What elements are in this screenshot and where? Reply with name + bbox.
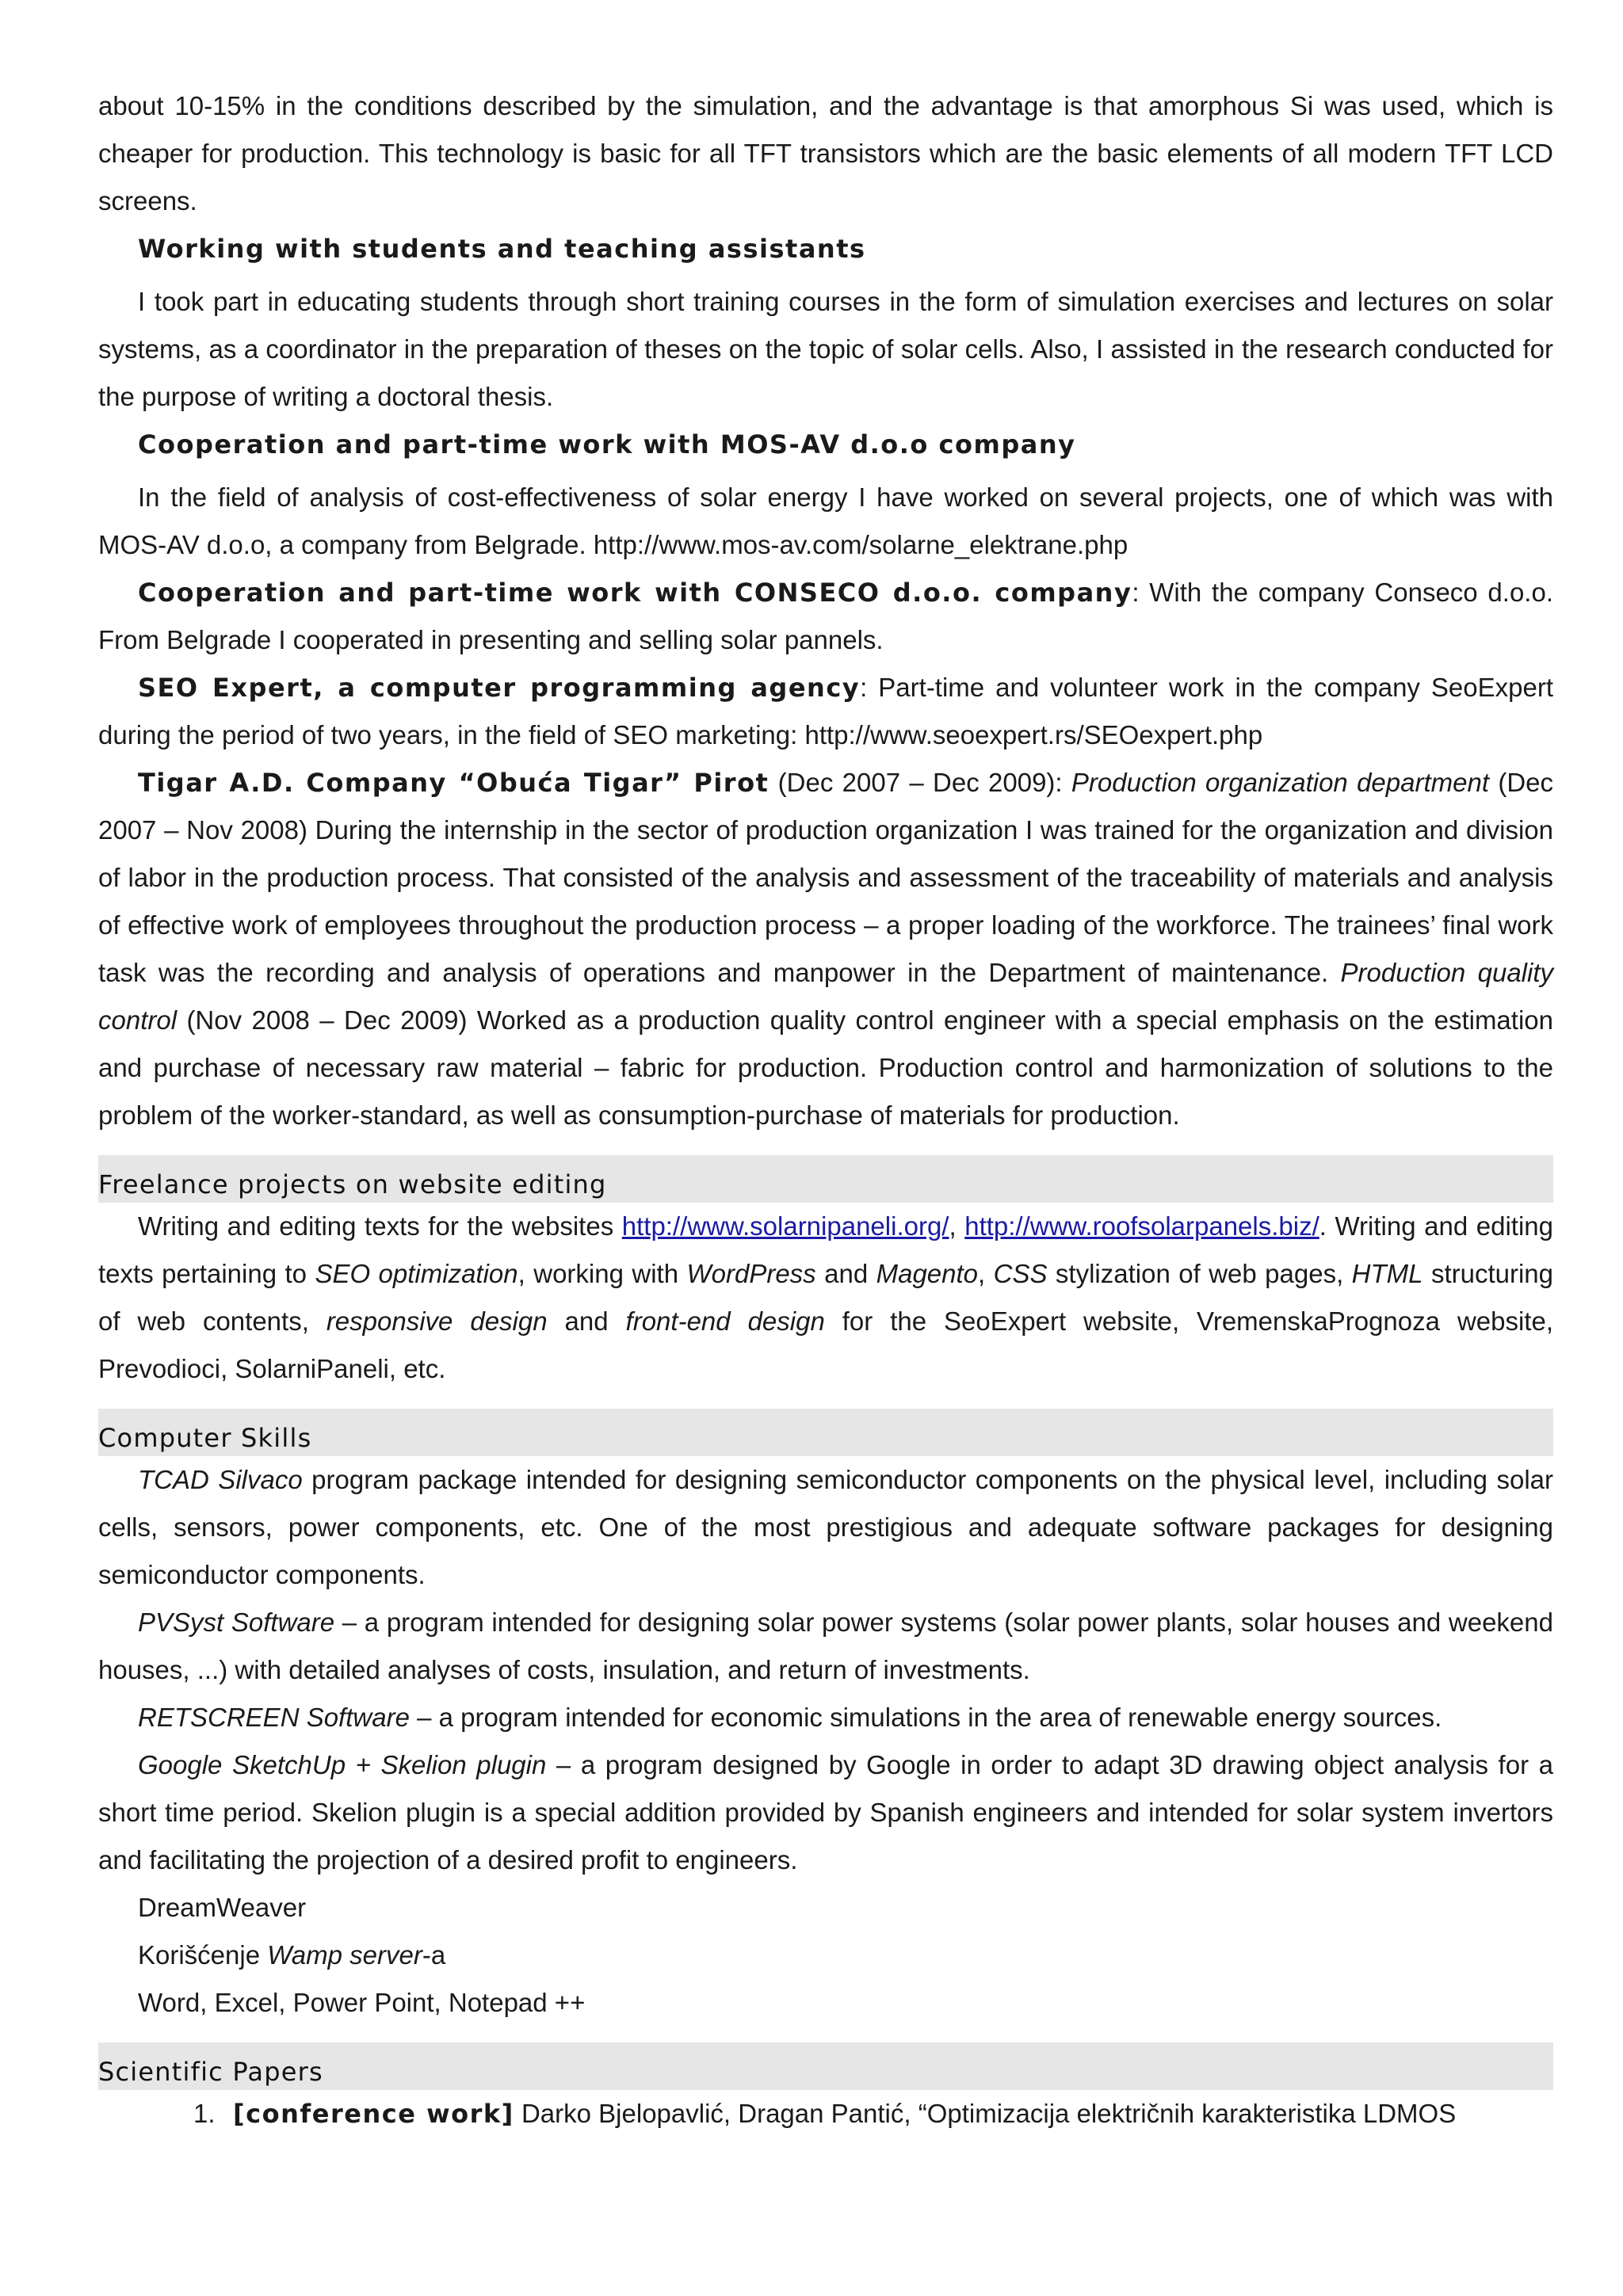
- paper-text: Darko Bjelopavlić, Dragan Pantić, “Optimizacija električnih karakteristika LDMOS: [514, 2099, 1457, 2128]
- skill-tcad: [98, 1456, 1553, 1599]
- freelance-text: structuring of web contents,: [98, 1259, 1553, 1336]
- tigar-text-quality: (Nov 2008 – Dec 2009) Worked as a production quality control engineer with a special emphasis on the estimation and purchase of necessary raw material – fabric for production. Production control and harmonization of solutions to the problem of the worker-standard, as well as consumption-purchase of materials for production.: [98, 1005, 1553, 1130]
- freelance-term: WordPress: [686, 1259, 816, 1288]
- skill-wamp-name: Wamp server: [267, 1940, 422, 1970]
- freelance-paragraph: [98, 1203, 1553, 1393]
- link-solarnipaneli[interactable]: http://www.solarnipaneli.org/: [621, 1211, 949, 1241]
- link-roofsolarpanels[interactable]: http://www.roofsolarpanels.biz/: [964, 1211, 1319, 1241]
- freelance-text: and: [547, 1306, 626, 1336]
- section-computer-skills: Computer Skills: [98, 1409, 1553, 1456]
- freelance-text: stylization of web pages,: [1047, 1259, 1352, 1288]
- freelance-text: Writing and editing texts for the websites: [138, 1211, 622, 1241]
- seo-text: : Part-time and volunteer work in the company SeoExpert during the period of two years, in the field of SEO marketing: http://www.seoexpert.rs/SEOexpert.php: [98, 673, 1553, 749]
- skill-sketchup: [98, 1741, 1553, 1884]
- freelance-term: responsive design: [326, 1306, 548, 1336]
- tigar-dept-quality: Production quality control: [98, 958, 1553, 1035]
- skill-pvsyst-text: – a program intended for designing solar power systems (solar power plants, solar houses and weekend houses, ...) with detailed analyses of costs, insulation, and return of investments.: [98, 1608, 1553, 1684]
- freelance-term: Magento: [876, 1259, 979, 1288]
- skill-pvsyst-name: PVSyst Software: [138, 1608, 335, 1637]
- tigar-heading: Tigar A.D. Company “Obuća Tigar” Pirot: [138, 768, 769, 798]
- skill-pvsyst: [98, 1599, 1553, 1694]
- freelance-term: CSS: [993, 1259, 1048, 1288]
- tigar-dept-organization: Production organization department: [1071, 768, 1490, 797]
- skill-tcad-text: program package intended for designing semiconductor components on the physical level, including solar cells, sensors, power components, etc. One of the most prestigious and adequate software packages for designing semiconductor components.: [98, 1465, 1553, 1589]
- seo-paragraph: [98, 664, 1553, 759]
- conseco-text: : With the company Conseco d.o.o. From Belgrade I cooperated in presenting and selling solar pannels.: [98, 578, 1553, 654]
- mosav-paragraph: In the field of analysis of cost-effectiveness of solar energy I have worked on several projects, one of which was with MOS-AV d.o.o, a company from Belgrade. http://www.mos-av.com/solarne_elektrane.php: [98, 482, 1553, 559]
- freelance-term: HTML: [1351, 1259, 1423, 1288]
- freelance-text: , working with: [517, 1259, 687, 1288]
- skill-dreamweaver: DreamWeaver: [138, 1893, 307, 1922]
- mosav-heading-text: Cooperation and part-time work with MOS-AV d.o.o company: [138, 429, 1076, 460]
- tigar-paragraph: [98, 759, 1553, 1139]
- section-freelance: Freelance projects on website editing: [98, 1155, 1553, 1203]
- skill-office: Word, Excel, Power Point, Notepad ++: [138, 1988, 586, 2017]
- freelance-text: ,: [978, 1259, 994, 1288]
- tigar-dates: (Dec 2007 – Dec 2009):: [769, 768, 1071, 797]
- seo-heading: SEO Expert, a computer programming agency: [138, 673, 861, 703]
- mosav-heading: [98, 421, 1553, 474]
- skill-sketchup-name: Google SketchUp + Skelion plugin: [138, 1750, 547, 1779]
- freelance-text: for the SeoExpert website, VremenskaPrognoza website, Prevodioci, SolarniPaneli, etc.: [98, 1306, 1553, 1383]
- skill-retscreen-text: – a program intended for economic simulations in the area of renewable energy sources.: [409, 1703, 1442, 1732]
- freelance-text: ,: [949, 1211, 965, 1241]
- skill-tcad-name: TCAD Silvaco: [138, 1465, 303, 1494]
- document-page: [98, 82, 1553, 2138]
- conseco-heading: Cooperation and part-time work with CONSECO d.o.o. company: [138, 578, 1132, 608]
- freelance-text: . Writing and editing texts pertaining to: [98, 1211, 1553, 1288]
- conseco-paragraph: [98, 569, 1553, 664]
- freelance-term: front-end design: [625, 1306, 825, 1336]
- paper-item: [98, 2090, 1553, 2138]
- freelance-term: SEO optimization: [315, 1259, 518, 1288]
- students-heading: [98, 225, 1553, 278]
- tigar-text-organization: (Dec 2007 – Nov 2008) During the internship in the sector of production organization I was trained for the organization and division of labor in the production process. That consisted of the analysis and assessment of the traceability of materials and analysis of effective work of employees throughout the production process – a proper loading of the workforce. The trainees’ final work task was the recording and analysis of operations and manpower in the Department of maintenance.: [98, 768, 1553, 987]
- freelance-text: and: [815, 1259, 876, 1288]
- skill-sketchup-text: – a program designed by Google in order to adapt 3D drawing object analysis for a short time period. Skelion plugin is a special addition provided by Spanish engineers and intended for solar system invertors and facilitating the projection of a desired profit to engineers.: [98, 1750, 1553, 1875]
- students-paragraph: I took part in educating students through short training courses in the form of simulation exercises and lectures on solar systems, as a coordinator in the preparation of theses on the topic of solar cells. Also, I assisted in the research conducted for the purpose of writing a doctoral thesis.: [98, 287, 1553, 411]
- skill-wamp: [98, 1932, 1553, 1979]
- skill-retscreen-name: RETSCREEN Software: [138, 1703, 410, 1732]
- students-heading-text: Working with students and teaching assistants: [138, 234, 866, 264]
- paper-number: 1.: [193, 2099, 216, 2128]
- paper-tag: [conference work]: [233, 2099, 514, 2129]
- section-scientific-papers: Scientific Papers: [98, 2042, 1553, 2090]
- skill-wamp-suffix: -a: [422, 1940, 446, 1970]
- intro-paragraph: about 10-15% in the conditions described by the simulation, and the advantage is that amorphous Si was used, which is cheaper for production. This technology is basic for all TFT transistors which are the basic elements of all modern TFT LCD screens.: [98, 91, 1553, 215]
- skill-wamp-prefix: Korišćenje: [138, 1940, 268, 1970]
- skill-retscreen: [98, 1694, 1553, 1741]
